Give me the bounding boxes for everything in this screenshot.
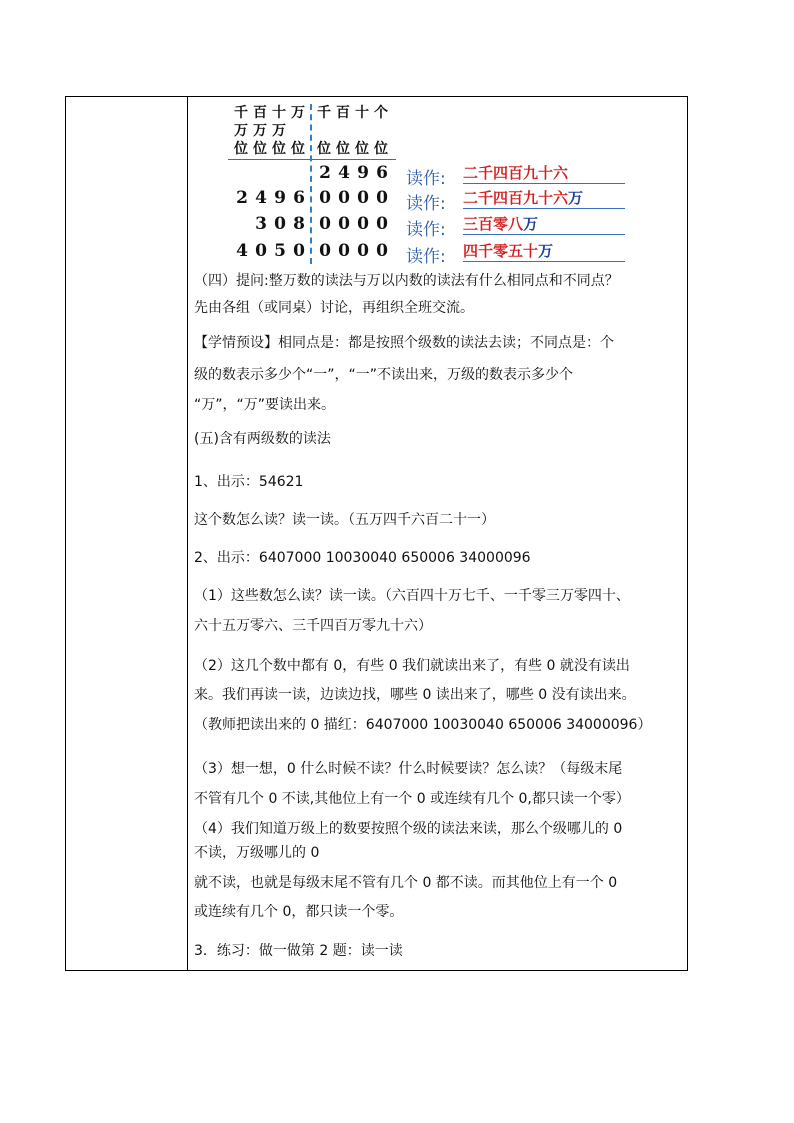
digit: 4: [338, 163, 350, 183]
digit: 4: [255, 188, 267, 208]
digit: 2: [236, 188, 248, 208]
paragraph-line: 六十五万零六、三千四百万零九十六）: [194, 618, 432, 634]
digit: 6: [376, 163, 388, 183]
digit: 0: [338, 188, 350, 208]
digit: 0: [338, 241, 350, 261]
digit: 4: [236, 241, 248, 261]
digit: 0: [338, 214, 350, 234]
paragraph-line: 级的数表示多少个“一”，“一”不读出来，万级的数表示多少个: [194, 367, 574, 383]
paragraph-line: （教师把读出来的 0 描红：6407000 10030040 650006 34000096）: [194, 717, 652, 733]
read-as-label: 读作:: [406, 247, 446, 267]
read-as-label: 读作:: [406, 169, 446, 189]
read-as-answer: 三百零八万: [463, 214, 625, 235]
digit: 0: [357, 214, 369, 234]
digit: 2: [319, 163, 331, 183]
paragraph-line: 或连续有几个 0，都只读一个零。: [194, 904, 404, 920]
read-as-answer: 四千零五十万: [463, 241, 625, 262]
read-as-answer: 二千四百九十六: [463, 163, 625, 184]
digit: 0: [376, 214, 388, 234]
digit: 0: [376, 241, 388, 261]
header-underline: [228, 159, 396, 160]
paragraph-line: 1、出示：54621: [194, 474, 304, 490]
paragraph-line: 不读，万级哪儿的 0: [194, 845, 320, 861]
read-as-label: 读作:: [406, 220, 446, 240]
digit: 0: [319, 241, 331, 261]
paragraph-line: （4）我们知道万级上的数要按照个级的读法来读，那么个级哪儿的 0: [194, 821, 623, 837]
digit: 9: [357, 163, 369, 183]
paragraph-line: 2、出示：6407000 10030040 650006 34000096: [194, 550, 531, 566]
paragraph-line: （1）这些数怎么读？读一读。（六百四十万七千、一千零三万零四十、: [194, 588, 630, 604]
paragraph-line: （3）想一想，0 什么时候不读？什么时候要读？怎么读？（每级末尾: [194, 761, 623, 777]
place-value-chart: 千 万 位 百 万 位 十 万 位 万 位 千 位 百 位 十 位 个 位 2 4 9 6 读作: 二千四百九十六 2 4 9 6 0 0 0 0 读作: 二千四百九十六万 3 0 8 0 0 0 0 读作: 三百零八万 4 0 5 0 0 0 0 0 读作: 四千零五十万: [234, 104, 464, 264]
digit: 0: [293, 241, 305, 261]
paragraph-line: 就不读，也就是每级末尾不管有几个 0 都不读。而其他位上有一个 0: [194, 875, 618, 891]
read-as-label: 读作:: [406, 194, 446, 214]
column-divider: [187, 97, 188, 970]
digit: 0: [319, 214, 331, 234]
section-heading: (五)含有两级数的读法: [194, 431, 331, 447]
digit: 8: [293, 214, 305, 234]
digit: 9: [274, 188, 286, 208]
paragraph-line: 3．练习：做一做第 2 题：读一读: [194, 943, 403, 959]
paragraph-line: 先由各组（或同桌）讨论，再组织全班交流。: [194, 300, 474, 316]
digit: 0: [274, 214, 286, 234]
read-as-answer: 二千四百九十六万: [463, 188, 625, 209]
digit: 0: [319, 188, 331, 208]
digit: 5: [274, 241, 286, 261]
digit: 0: [357, 188, 369, 208]
digit: 0: [376, 188, 388, 208]
paragraph-line: （2）这几个数中都有 0，有些 0 我们就读出来了，有些 0 就没有读出: [194, 658, 630, 674]
paragraph-line: 来。我们再读一读，边读边找，哪些 0 读出来了，哪些 0 没有读出来。: [194, 687, 636, 703]
paragraph-line: 这个数怎么读？读一读。（五万四千六百二十一）: [194, 512, 495, 528]
digit: 3: [255, 214, 267, 234]
paragraph-line: “万”，“万”要读出来。: [194, 397, 336, 413]
paragraph-line: （四）提问:整万数的读法与万以内数的读法有什么相同点和不同点？: [194, 273, 619, 289]
digit: 0: [357, 241, 369, 261]
paragraph-line: 【学情预设】相同点是：都是按照个级数的读法去读；不同点是：个: [194, 335, 614, 351]
digit: 6: [293, 188, 305, 208]
digit: 0: [255, 241, 267, 261]
paragraph-line: 不管有几个 0 不读,其他位上有一个 0 或连续有几个 0,都只读一个零）: [194, 791, 630, 807]
lesson-table: [65, 96, 688, 971]
